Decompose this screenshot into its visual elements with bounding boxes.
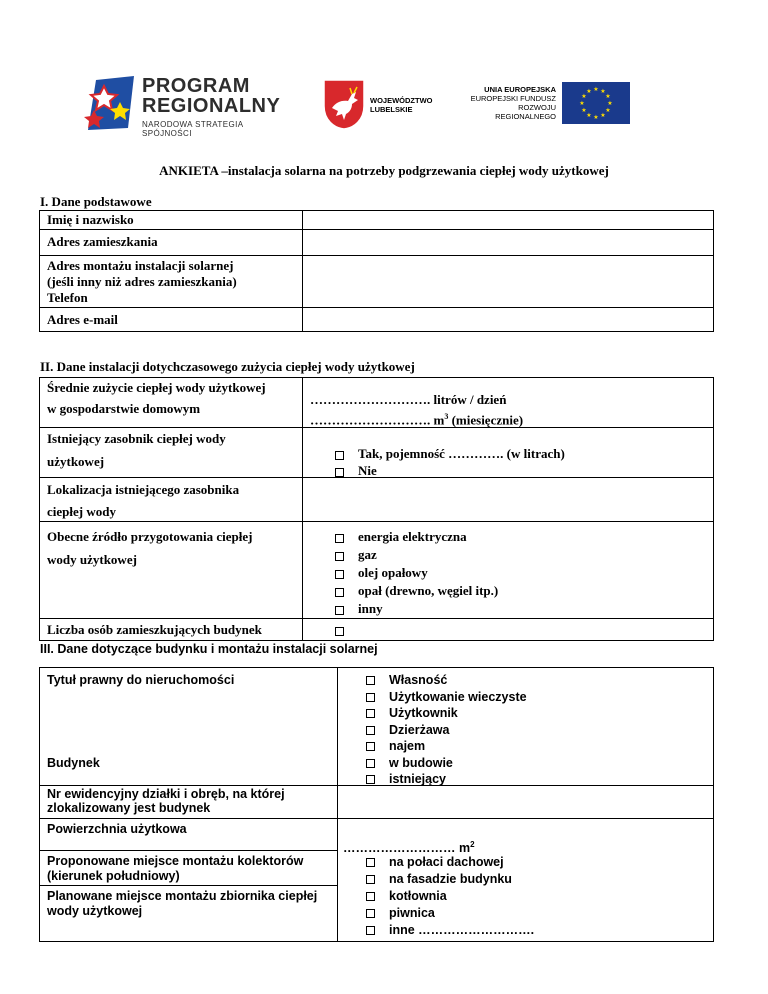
source-label-1: Obecne źródło przygotowania ciepłej [47, 529, 253, 544]
wojewodztwo-line2: LUBELSKIE [370, 105, 413, 114]
checkbox-icon[interactable] [366, 709, 375, 718]
tank-label-2: użytkowej [47, 454, 105, 469]
building-option-construction[interactable]: w budowie [366, 755, 453, 772]
legal-option-rent[interactable]: najem [366, 738, 425, 755]
program-regionalny-logo [82, 72, 292, 138]
source-label-2: wody użytkowej [47, 552, 137, 567]
svg-text:★: ★ [600, 112, 606, 119]
usage-label-1: Średnie zużycie ciepłej wody użytkowej [47, 380, 266, 395]
checkbox-icon[interactable] [366, 892, 375, 901]
eu-flag-icon [562, 82, 630, 124]
legal-option-user[interactable]: Użytkownik [366, 705, 458, 722]
tank-label-1: Istniejący zasobnik ciepłej wody [47, 431, 226, 446]
checkbox-icon[interactable] [335, 552, 344, 561]
svg-text:★: ★ [581, 107, 587, 114]
area-label: Powierzchnia użytkowa [47, 822, 187, 836]
program-line3: NARODOWA STRATEGIA SPÓJNOŚCI [142, 120, 243, 138]
wojewodztwo-logo [322, 78, 442, 134]
legal-title-label: Tytuł prawny do nieruchomości [47, 673, 235, 687]
svg-text:★: ★ [581, 93, 587, 100]
source-option-oil[interactable]: olej opałowy [335, 564, 428, 581]
checkbox-icon[interactable] [366, 875, 375, 884]
name-label: Imię i nazwisko [47, 212, 134, 227]
persons-label: Liczba osób zamieszkujących budynek [47, 622, 262, 637]
install-address-label: Adres montażu instalacji solarnej [47, 258, 234, 273]
section1-heading: I. Dane podstawowe [40, 194, 152, 209]
svg-text:★: ★ [586, 112, 592, 119]
collector-option-facade[interactable]: na fasadzie budynku [366, 871, 512, 888]
area-value[interactable]: ……………………… $m^2$ [343, 840, 475, 856]
address-field[interactable] [304, 231, 711, 254]
tankplace-label-2: wody użytkowej [47, 904, 143, 918]
checkbox-icon[interactable] [335, 606, 344, 615]
checkbox-icon[interactable] [366, 726, 375, 735]
page-title: ANKIETA –instalacja solarna na potrzeby podgrzewania ciepłej wody użytkowej [159, 163, 609, 178]
source-option-other[interactable]: inny [335, 600, 383, 617]
location-label-2: ciepłej wody [47, 504, 116, 519]
parcel-field[interactable] [339, 787, 711, 817]
section3-table [39, 667, 714, 942]
section2-heading: II. Dane instalacji dotychczasowego zużycia ciepłej wody użytkowej [40, 359, 415, 374]
ue-line1: UNIA EUROPEJSKA [484, 85, 556, 94]
phone-label: Telefon [47, 290, 88, 305]
collector-option-roof[interactable]: na połaci dachowej [366, 854, 504, 871]
source-option-electric[interactable]: energia elektryczna [335, 528, 467, 545]
program-line2: REGIONALNY [142, 95, 281, 117]
program-line1: PROGRAM [142, 75, 250, 97]
checkbox-icon[interactable] [335, 534, 344, 543]
checkbox-icon[interactable] [366, 742, 375, 751]
legal-option-lease[interactable]: Dzierżawa [366, 722, 449, 739]
legal-option-ownership[interactable]: Własność [366, 672, 447, 689]
tankplace-option-other[interactable]: inne ………………………. [366, 922, 534, 939]
tankplace-label-1: Planowane miejsce montażu zbiornika ciepłej [47, 889, 318, 903]
wojewodztwo-line1: WOJEWÓDZTWO [370, 96, 433, 105]
checkbox-icon[interactable] [366, 926, 375, 935]
collector-label-2: (kierunek południowy) [47, 869, 180, 883]
install-address-phone-field[interactable] [304, 257, 711, 306]
tank-option-yes[interactable]: Tak, pojemność …………. (w litrach) [335, 445, 565, 462]
checkbox-icon[interactable] [366, 676, 375, 685]
checkbox-icon[interactable] [335, 570, 344, 579]
persons-field[interactable] [335, 621, 358, 638]
usage-label-2: w gospodarstwie domowym [47, 401, 201, 416]
svg-text:★: ★ [593, 86, 599, 93]
svg-text:★: ★ [586, 88, 592, 95]
tankplace-option-basement[interactable]: piwnica [366, 905, 435, 922]
checkbox-icon[interactable] [335, 627, 344, 636]
nss-flag-icon [82, 72, 140, 134]
svg-text:★: ★ [605, 107, 611, 114]
checkbox-icon[interactable] [366, 759, 375, 768]
checkbox-icon[interactable] [335, 468, 344, 477]
location-label-1: Lokalizacja istniejącego zasobnika [47, 482, 240, 497]
checkbox-icon[interactable] [366, 693, 375, 702]
email-field[interactable] [304, 309, 711, 330]
parcel-label-2: zlokalizowany jest budynek [47, 801, 211, 815]
source-option-fuel[interactable]: opał (drewno, węgiel itp.) [335, 582, 498, 599]
tankplace-option-boiler-room[interactable]: kotłownia [366, 888, 447, 905]
lubelskie-coat-of-arms-icon [322, 78, 366, 130]
checkbox-icon[interactable] [335, 451, 344, 460]
email-label: Adres e-mail [47, 312, 118, 327]
svg-text:★: ★ [579, 100, 585, 107]
svg-text:★: ★ [605, 93, 611, 100]
ue-line3: ROZWOJU REGIONALNEGO [495, 103, 556, 121]
svg-text:★: ★ [607, 100, 613, 107]
checkbox-icon[interactable] [366, 775, 375, 784]
ue-line2: EUROPEJSKI FUNDUSZ [470, 94, 556, 103]
legal-option-perpetual[interactable]: Użytkowanie wieczyste [366, 689, 527, 706]
svg-text:★: ★ [600, 88, 606, 95]
section3-heading: III. Dane dotyczące budynku i montażu instalacji solarnej [40, 642, 378, 656]
address-label: Adres zamieszkania [47, 234, 158, 249]
building-option-existing[interactable]: istniejący [366, 771, 446, 788]
checkbox-icon[interactable] [335, 588, 344, 597]
install-address-note: (jeśli inny niż adres zamieszkania) [47, 274, 237, 289]
svg-text:★: ★ [593, 114, 599, 121]
section2-table [39, 377, 714, 641]
source-option-gas[interactable]: gaz [335, 546, 377, 563]
checkbox-icon[interactable] [366, 858, 375, 867]
checkbox-icon[interactable] [366, 909, 375, 918]
section1-table [39, 210, 714, 332]
usage-value-monthly[interactable]: ………………………. $m^3$ (miesięcznie) [310, 412, 524, 428]
building-label: Budynek [47, 756, 100, 770]
name-field[interactable] [304, 212, 711, 228]
unia-europejska-logo [458, 82, 633, 128]
location-field[interactable] [304, 479, 711, 520]
collector-label-1: Proponowane miejsce montażu kolektorów [47, 854, 304, 868]
parcel-label-1: Nr ewidencyjny działki i obręb, na której [47, 787, 285, 801]
usage-value-daily[interactable]: ………………………. litrów / dzień [310, 392, 507, 407]
tank-option-no[interactable]: Nie [335, 462, 377, 479]
